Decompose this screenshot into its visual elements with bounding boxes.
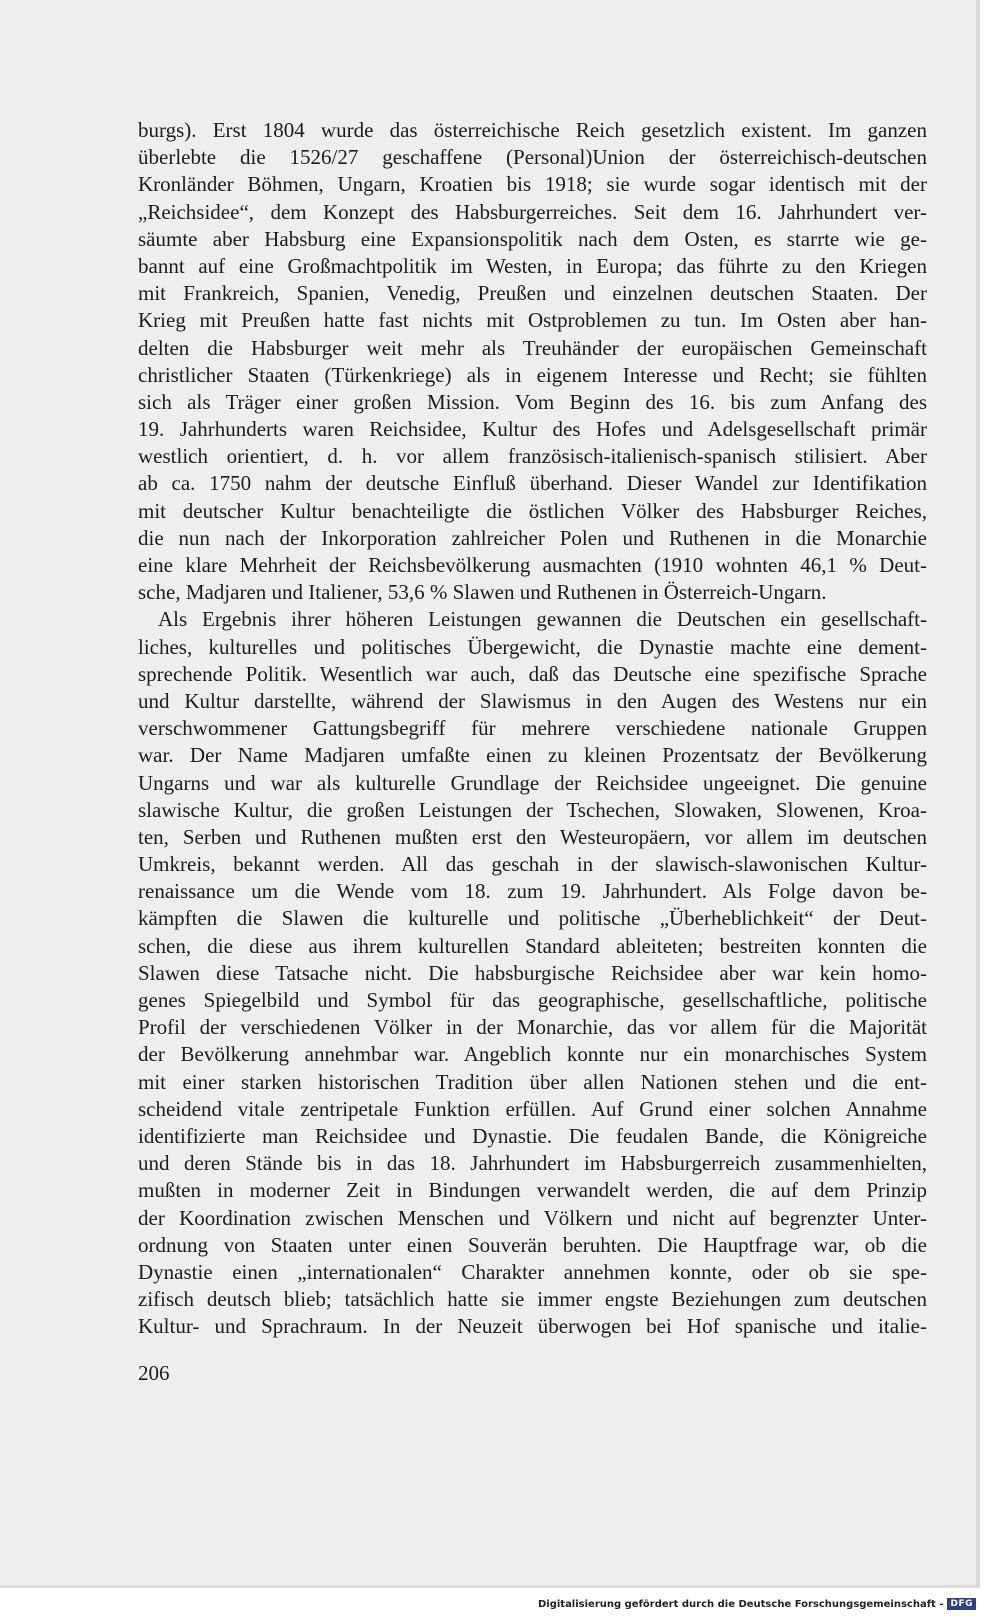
text-line: überlebte die 1526/27 geschaffene (Personal)Union der österreichisch-deutschen [138,145,927,170]
text-line: liches, kulturelles und politisches Übergewicht, die Dynastie machte eine dement- [138,634,927,659]
text-line: Kronländer Böhmen, Ungarn, Kroatien bis 1918; sie wurde sogar identisch mit der [138,172,927,197]
text-line: genes Spiegelbild und Symbol für das geographische, gesellschaftliche, politische [138,988,927,1012]
text-line: identifizierte man Reichsidee und Dynastie. Die feudalen Bande, die Königreiche [138,1123,927,1148]
digitization-credit [538,1598,976,1610]
text-line: 19. Jahrhunderts waren Reichsidee, Kultur des Hofes und Adelsgesellschaft primär [138,417,927,442]
page-number: 206 [138,1361,170,1385]
text-line: mußten in moderner Zeit in Bindungen verwandelt werden, die auf dem Prinzip [138,1178,927,1203]
text-line: bannt auf eine Großmachtpolitik im Westen, in Europa; das führte zu den Kriegen [138,253,927,278]
text-line: die nun nach der Inkorporation zahlreicher Polen und Ruthenen in die Monarchie [138,525,927,550]
text-line: delten die Habsburger weit mehr als Treuhänder der europäischen Gemeinschaft [138,335,927,360]
text-line: zifisch deutsch blieb; tatsächlich hatte sie immer engste Beziehungen zum deutschen [138,1287,927,1312]
text-line: war. Der Name Madjaren umfaßte einen zu kleinen Prozentsatz der Bevölkerung [138,743,927,768]
text-line: sche, Madjaren und Italiener, 53,6 % Slawen und Ruthenen in Österreich-Ungarn. [138,580,827,605]
text-line: ab ca. 1750 nahm der deutsche Einfluß überhand. Dieser Wandel zur Identifikation [138,471,927,496]
credit-text: Digitalisierung gefördert durch die Deutsche Forschungsgemeinschaft - [537,1598,944,1610]
text-line: schen, die diese aus ihrem kulturellen Standard ableiteten; bestreiten konnten die [138,933,927,958]
text-line: renaissance um die Wende vom 18. zum 19. Jahrhundert. Als Folge davon be- [138,879,927,904]
text-line: Kultur- und Sprachraum. In der Neuzeit überwogen bei Hof spanische und italie- [138,1314,927,1339]
text-line: verschwommener Gattungsbegriff für mehrere verschiedene nationale Gruppen [138,716,927,741]
text-line: eine klare Mehrheit der Reichsbevölkerung ausmachten (1910 wohnten 46,1 % Deut- [138,553,927,577]
text-line: Slawen diese Tatsache nicht. Die habsburgische Reichsidee aber war kein homo- [138,960,927,985]
text-line: Als Ergebnis ihrer höheren Leistungen gewannen die Deutschen ein gesellschaft- [158,607,927,632]
dfg-logo: DFG [947,1598,976,1610]
text-line: und deren Stände bis in das 18. Jahrhundert im Habsburgerreich zusammenhielten, [138,1151,927,1176]
text-line: „Reichsidee“, dem Konzept des Habsburgerreiches. Seit dem 16. Jahrhundert ver- [138,199,927,224]
text-line: Profil der verschiedenen Völker in der Monarchie, das vor allem für die Majorität [138,1015,927,1040]
text-line: mit Frankreich, Spanien, Venedig, Preußen und einzelnen deutschen Staaten. Der [138,281,927,306]
text-line: und Kultur darstellte, während der Slawismus in den Augen des Westens nur ein [138,688,927,713]
text-line: sich als Träger einer großen Mission. Vom Beginn des 16. bis zum Anfang des [138,389,927,414]
text-line: ordnung von Staaten unter einen Souverän beruhten. Die Hauptfrage war, ob die [138,1232,927,1257]
text-line: mit einer starken historischen Tradition über allen Nationen stehen und die ent- [138,1069,927,1094]
text-line: Dynastie einen „internationalen“ Charakter annehmen konnte, oder ob sie spe- [138,1259,927,1284]
text-line: scheidend vitale zentripetale Funktion erfüllen. Auf Grund einer solchen Annahme [138,1096,927,1121]
text-line: der Bevölkerung annehmbar war. Angeblich konnte nur ein monarchisches System [138,1042,927,1067]
text-line: westlich orientiert, d. h. vor allem französisch-italienisch-spanisch stilisiert. Aber [138,444,927,469]
text-line: der Koordination zwischen Menschen und Völkern und nicht auf begrenzter Unter- [138,1205,927,1230]
text-line: slawische Kultur, die großen Leistungen der Tschechen, Slowaken, Slowenen, Kroa- [138,797,927,822]
text-line: Umkreis, bekannt werden. All das geschah in der slawisch-slawonischen Kultur- [138,852,927,877]
text-line: säumte aber Habsburg eine Expansionspolitik nach dem Osten, es starrte wie ge- [138,226,927,251]
text-line: kämpften die Slawen die kulturelle und politische „Überheblichkeit“ der Deut- [138,906,927,931]
text-line: ten, Serben und Ruthenen mußten erst den Westeuropäern, vor allem im deutschen [138,824,927,849]
text-line: sprechende Politik. Wesentlich war auch, daß das Deutsche eine spezifische Sprache [138,661,927,686]
text-line: Ungarns und war als kulturelle Grundlage der Reichsidee ungeeignet. Die genuine [138,770,927,795]
text-line: Krieg mit Preußen hatte fast nichts mit Ostproblemen zu tun. Im Osten aber han- [138,308,927,333]
text-line: christlicher Staaten (Türkenkriege) als in eigenem Interesse und Recht; sie fühlten [138,362,927,387]
text-line: burgs). Erst 1804 wurde das österreichische Reich gesetzlich existent. Im ganzen [138,118,927,142]
body-text [138,117,927,1340]
text-line: mit deutscher Kultur benachteiligte die östlichen Völker des Habsburger Reiches, [138,498,927,523]
